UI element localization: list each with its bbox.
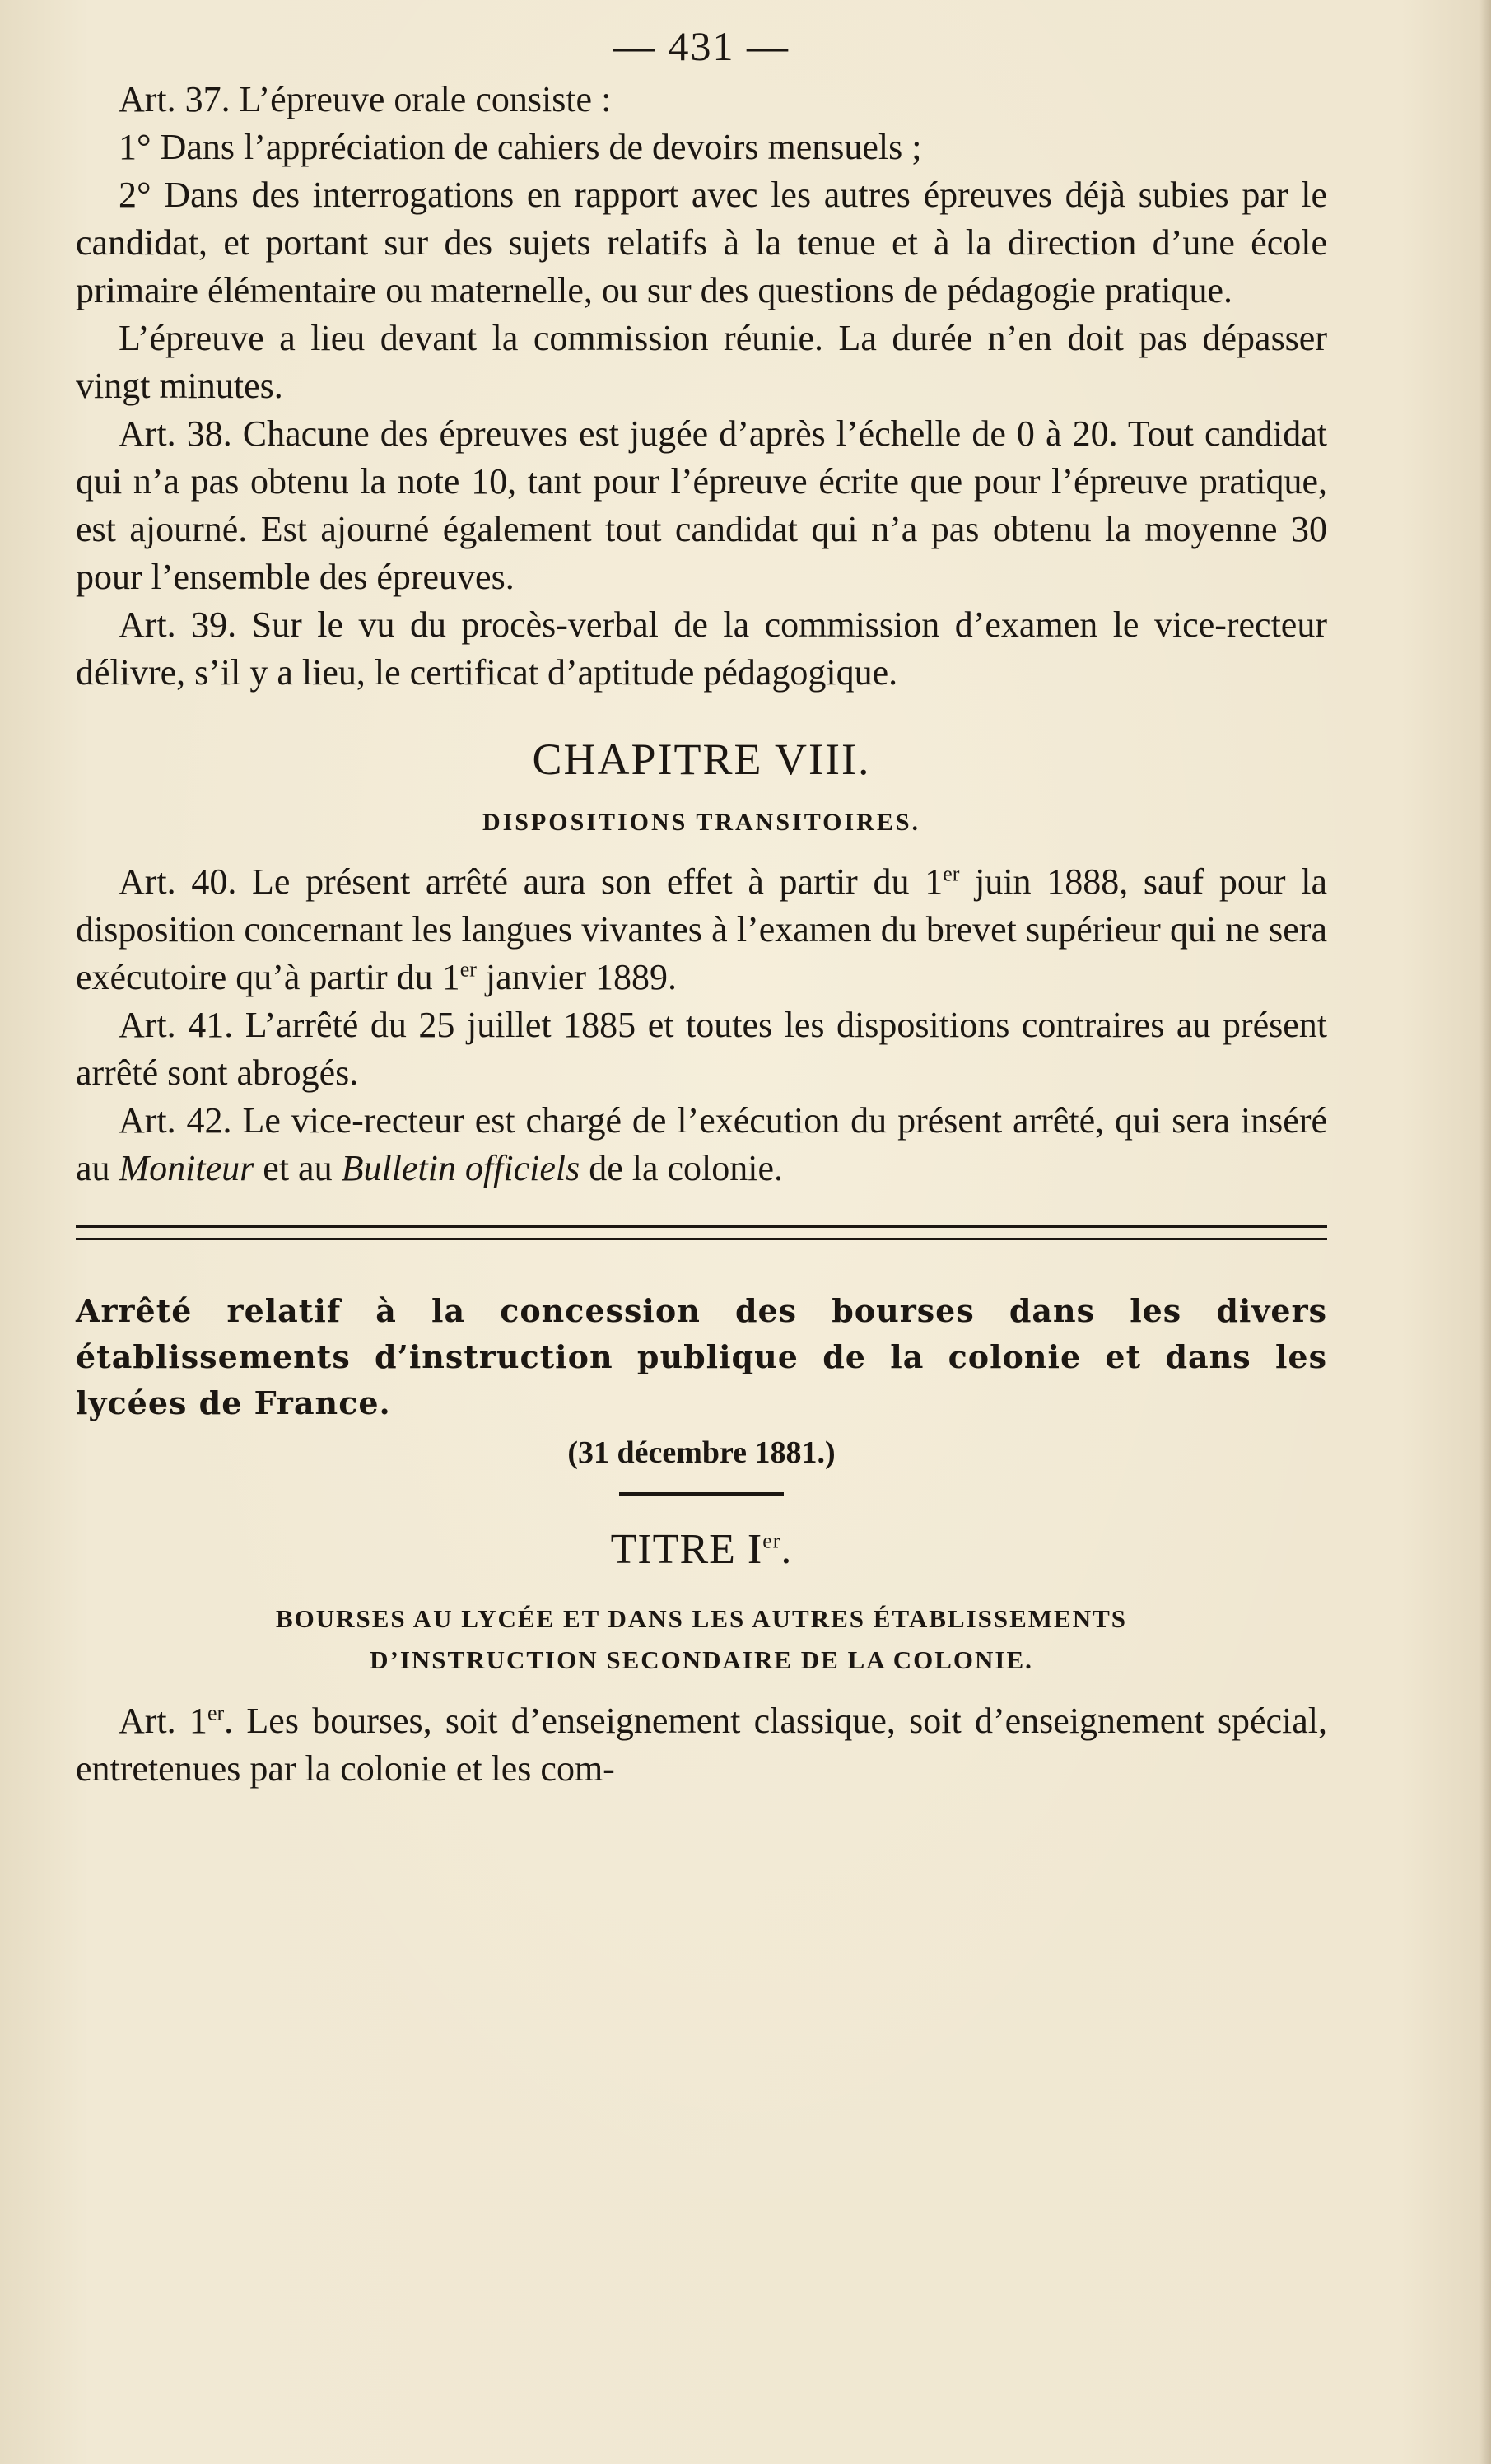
- art40-sup-2: er: [459, 957, 477, 982]
- art42-text-a: Art. 42. Le vice-recteur est chargé de l’exécution du présent arrêté, qui sera inséré au: [76, 1100, 1327, 1188]
- titre-subheading-line1: BOURSES AU LYCÉE ET DANS LES AUTRES ÉTABLISSEMENTS: [275, 1604, 1128, 1633]
- art1-text-a: Art. 1: [119, 1701, 207, 1741]
- chapter-title: CHAPITRE VIII.: [532, 735, 871, 784]
- art1-text-b: . Les bourses, soit d’enseignement classique, soit d’enseignement spécial, entretenues par la colonie et les com-: [76, 1701, 1327, 1789]
- paragraph-art38: Art. 38. Chacune des épreuves est jugée d’après l’échelle de 0 à 20. Tout candidat qui n’a pas obtenu la note 10, tant pour l’épreuve écrite que pour l’épreuve pratique, est ajourné. Est ajourné également tout candidat qui n’a pas obtenu la moyenne 30 pour l’ensemble des épreuves.: [76, 413, 1327, 597]
- bulletin-title: Bulletin officiels: [341, 1148, 580, 1188]
- page-edge-shadow: [1479, 0, 1491, 2464]
- titre-subheading-line2: D’INSTRUCTION SECONDAIRE DE LA COLONIE.: [370, 1645, 1033, 1674]
- decree-date: (31 décembre 1881.): [567, 1435, 836, 1470]
- titre-subheading: [76, 1598, 1327, 1681]
- section-divider: [76, 1225, 1327, 1240]
- art40-text-c: janvier 1889.: [476, 957, 678, 997]
- decree-title: Arrêté relatif à la concession des bourses dans les divers établissements d’instruction publique de la colonie et dans les lycées de France.: [76, 1292, 1327, 1421]
- paragraph-art41: Art. 41. L’arrêté du 25 juillet 1885 et toutes les dispositions contraires au présent arrêté sont abrogés.: [76, 1005, 1327, 1093]
- art42-text-c: de la colonie.: [580, 1148, 783, 1188]
- page-content: [76, 16, 1327, 1793]
- paragraph-art37-duration: L’épreuve a lieu devant la commission réunie. La durée n’en doit pas dépasser vingt minutes.: [76, 318, 1327, 406]
- titre-heading: [76, 1525, 1327, 1574]
- paragraph-art40: [76, 858, 1327, 1001]
- art40-text-a: Art. 40. Le présent arrêté aura son effet à partir du 1: [119, 861, 944, 902]
- titre-main: TITRE I: [610, 1526, 763, 1573]
- art40-text-b: juin 1888, sauf pour la disposition concernant les langues vivantes à l’examen du brevet supérieur qui ne sera exécutoire qu’à partir du 1: [76, 861, 1327, 997]
- art42-text-b: et au: [254, 1148, 342, 1188]
- paragraph-art39: Art. 39. Sur le vu du procès-verbal de la commission d’examen le vice-recteur délivre, s’il y a lieu, le certificat d’aptitude pédagogique.: [76, 604, 1327, 693]
- art1-sup: er: [207, 1701, 225, 1725]
- titre-sup: er: [762, 1528, 781, 1553]
- paragraph-art1: [76, 1697, 1327, 1793]
- short-divider: [619, 1492, 784, 1496]
- paragraph-art37-item1: 1° Dans l’appréciation de cahiers de devoirs mensuels ;: [119, 127, 922, 167]
- page-number: — 431 —: [613, 23, 790, 69]
- art40-sup-1: er: [943, 861, 960, 886]
- paragraph-art42: [76, 1097, 1327, 1192]
- paragraph-art37-item2: 2° Dans des interrogations en rapport avec les autres épreuves déjà subies par le candidat, et portant sur des sujets relatifs à la tenue et à la direction d’une école primaire élémentaire ou maternelle, ou sur des questions de pédagogie pratique.: [76, 175, 1327, 310]
- moniteur-title: Moniteur: [119, 1148, 254, 1188]
- paragraph-art37: Art. 37. L’épreuve orale consiste :: [119, 79, 612, 119]
- chapter-subtitle: DISPOSITIONS TRANSITOIRES.: [482, 809, 921, 836]
- titre-dot: .: [780, 1526, 793, 1573]
